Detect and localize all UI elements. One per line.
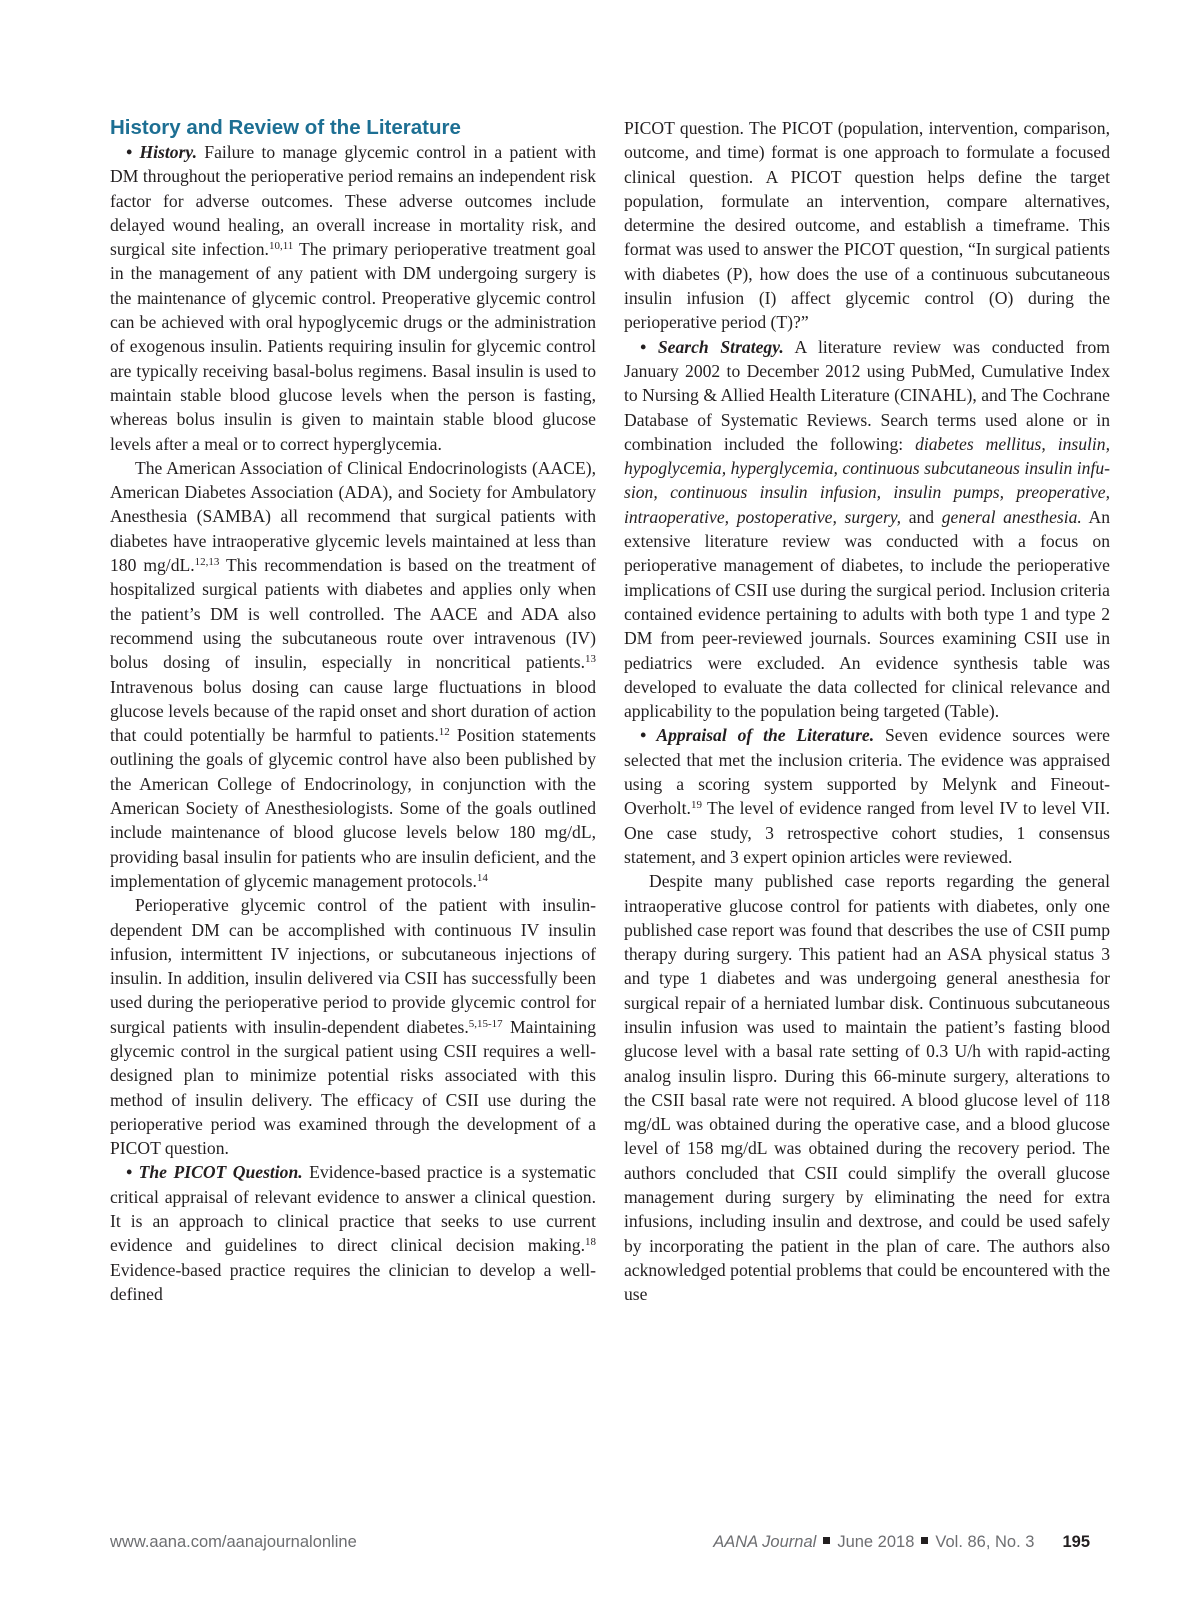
issue-date: June 2018 [837, 1533, 915, 1551]
citation: 5,15-17 [468, 1017, 503, 1030]
paragraph-aace: The American Association of Clinical Endocrinologists (AACE), American Diabetes Association (ADA), and Society for Ambulatory Anesthesia (SAMBA) all recommend that surgical patients with diabetes have intraoperative glycemic levels maintained at less than 180 mg/dL.$^{12,13}$ This recommendation is based on the treatment of hospitalized surgical patients with diabetes and applies only when the patient’s DM is well controlled. The AACE and ADA also recommend using the subcutaneous route over intravenous (IV) bolus dosing of insulin, especially in noncritical patients.$^{13}$ Intravenous bolus dosing can cause large fluctuations in blood glucose levels because of the rapid onset and short duration of action that could potentially be harmful to patients.$^{12}$ Position statements outlining the goals of glycemic control have also been published by the American College of Endocrinology, in conjunction with the American Society of Anesthesiologists. Some of the goals outlined include maintenance of blood glucose levels below 180 mg/dL, providing basal insulin for patients who are insulin deficient, and the implementation of glycemic management protocols.$^{14}$ [110, 457, 597, 891]
citation: 12,13 [194, 556, 220, 569]
paragraph-search-strategy: • Search Strategy. A literature review was conducted from January 2002 to December 2012 using PubMed, Cumulative Index to Nursing & Allied Health Literature (CINAHL), and The Cochrane Database of Systematic Reviews. Search terms used alone or in combination included the following: diabetes mellitus, insulin, hypoglycemia, hyperglycemia, continuous subcutaneous insulin infusion, continuous insulin infusion, insulin pumps, preoperative, intraoperative, postoperative, surgery, and general anesthesia. An extensive literature review was conducted with a focus on perioperative management of diabetes, to include the perioperative implications of CSII use during the surgical period. Inclusion criteria contained evidence pertaining to adults with both type 1 and type 2 DM from peer-reviewed journals. Sources examining CSII use in pediatrics were excluded. An evidence synthesis table was developed to evaluate the data collected for clinical relevance and applicability to the population being targeted (Table). [624, 336, 1111, 722]
citation: 10,11 [268, 240, 294, 253]
left-column [110, 116, 596, 1306]
journal-name: AANA Journal [713, 1533, 817, 1551]
subhead-history: • History. [126, 142, 197, 162]
citation: 12 [438, 726, 450, 739]
subhead-search: • Search Strategy. [640, 336, 784, 357]
volume-issue: Vol. 86, No. 3 [935, 1533, 1035, 1551]
right-column [624, 116, 1110, 1307]
search-terms: diabetes mellitus, insulin, hypoglycemia, hyperglycemia, continuous subcutaneous insulin infusion, continuous insulin infusion, insulin pumps, preoperative, intraoperative, postoperative, surgery, [624, 433, 1110, 527]
paragraph-perioperative: Perioperative glycemic control of the patient with insulin-dependent DM can be accomplished with continuous IV insulin infusion, intermittent IV injections, or subcutaneous injections of insulin. In addition, insulin delivered via CSII has successfully been used during the perioperative period to provide glycemic control for surgical patients with insulin-dependent diabetes.$^{5,15-17}$ Maintaining glycemic control in the surgical patient using CSII requires a well-designed plan to minimize potential risks associated with this method of insulin delivery. The efficacy of CSII use during the perioperative period was examined through the development of a PICOT question. [110, 895, 596, 1159]
paragraph-case-report: Despite many published case reports regarding the general intraoperative glucose control for patients with diabetes, only one published case report was found that describes the use of CSII pump therapy during surgery. This patient had an ASA physical status 3 and type 1 diabetes and was undergoing general anesthesia for surgical repair of a herniated lumbar disk. Continuous subcutaneous insulin infusion was used to maintain the patient’s fasting blood glucose level with a basal rate setting of 0.3 U/h with rapid-acting analog insulin lispro. During this 66-minute surgery, alterations to the CSII basal rate were not required. A blood glucose level of 118 mg/dL was obtained during the operative case, and a blood glucose level of 158 mg/dL was obtained during the recovery period. The authors concluded that CSII could simplify the overall glucose management during surgery by eliminating the need for extra infusions, including insulin and dextrose, and could be used safely by incorporating the patient in the plan of care. The authors also acknowledged potential problems that could be encountered with the use [624, 871, 1110, 1305]
footer-citation [713, 1533, 1090, 1552]
paragraph-picot: • The PICOT Question. Evidence-based practice is a systematic critical appraisal of relevant evidence to answer a clinical question. It is an approach to clinical practice that seeks to use current evidence and guidelines to direct clinical decision making.$^{18}$ Evidence-based practice requires the clinician to develop a well-defined [110, 1162, 596, 1304]
paragraph-history: • History. Failure to manage glycemic control in a patient with DM throughout the perioperative period remains an independent risk factor for adverse outcomes. These adverse outcomes include delayed wound healing, an overall increase in mortality risk, and surgical site infection.$^{10,11}$ The primary perioperative treatment goal in the management of any patient with DM undergoing surgery is the maintenance of glycemic control. Preoperative glycemic control can be achieved with oral hypoglycemic drugs or the administration of exogenous insulin. Patients requiring insulin for glycemic control are typically receiving basal-bolus regimens. Basal insulin is used to maintain stable blood glucose levels when the person is fasting, whereas bolus insulin is given to maintain stable blood glucose levels after a meal or to correct hyperglycemia. [110, 142, 597, 454]
paragraph-appraisal: • Appraisal of the Literature. Seven evidence sources were selected that met the inclusion criteria. The evidence was appraised using a scoring system supported by Melynk and Fineout-Overholt.$^{19}$ The level of evidence ranged from level IV to level VII. One case study, 3 retrospective cohort studies, 1 consensus statement, and 3 expert opinion articles were reviewed. [624, 725, 1110, 867]
page-number: 195 [1062, 1533, 1090, 1551]
separator-square [823, 1537, 830, 1544]
paragraph-picot-continued: PICOT question. The PICOT (population, intervention, comparison, outcome, and time) format is one approach to formulate a focused clinical question. A PICOT question helps define the target population, formulate an intervention, compare alternatives, determine the desired outcome, and establish a timeframe. This format was used to answer the PICOT question, “In surgical patients with diabetes (P), how does the use of a continuous subcutaneous insulin infusion (I) affect glycemic control (O) during the perioperative period (T)?” [624, 118, 1110, 333]
footer-url[interactable]: www.aana.com/aanajournalonline [110, 1533, 357, 1551]
citation: 13 [585, 653, 596, 666]
subhead-appraisal: • Appraisal of the Literature. [640, 725, 875, 746]
citation: 18 [585, 1236, 596, 1249]
separator-square [921, 1537, 928, 1544]
section-heading: History and Review of the Literature [110, 116, 461, 139]
citation: 14 [476, 871, 488, 884]
subhead-picot: • The PICOT Question. [126, 1162, 303, 1183]
citation: 19 [690, 799, 702, 812]
